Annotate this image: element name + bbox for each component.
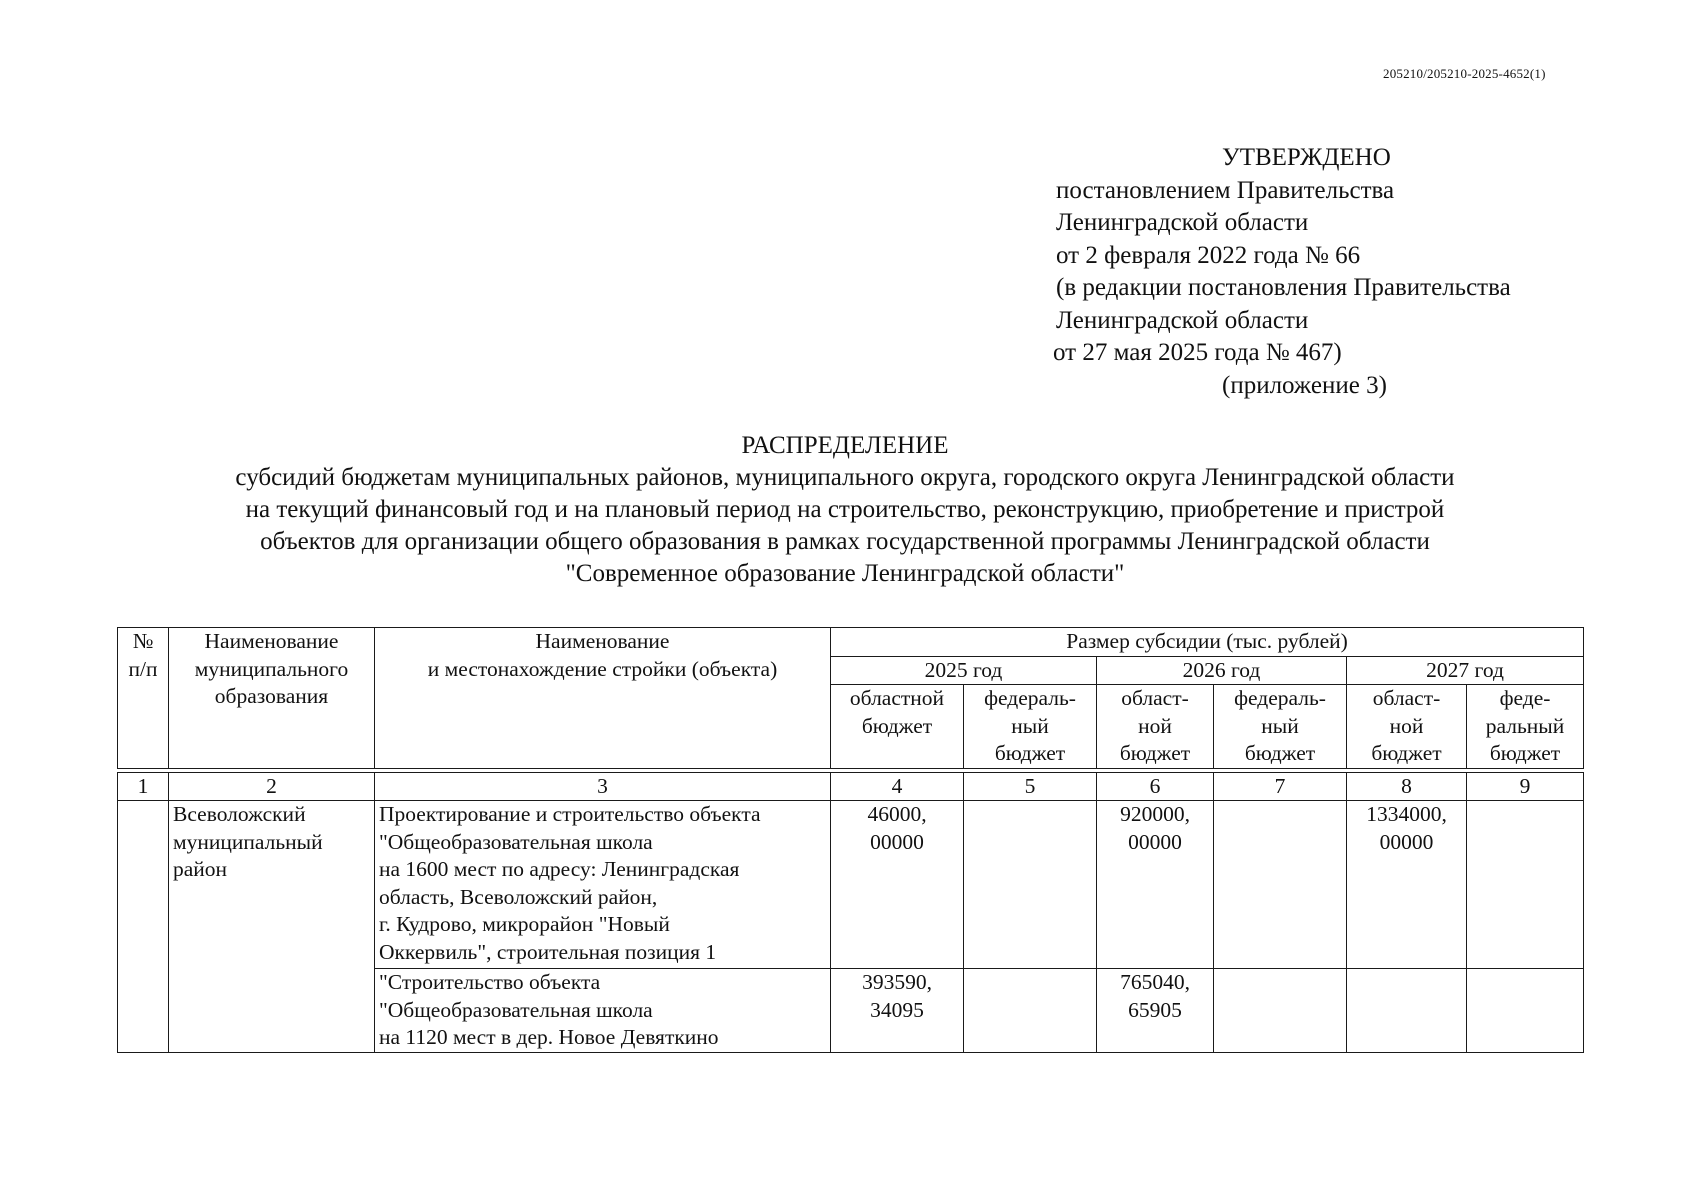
header-municipality: Наименование муниципального образования [169, 628, 375, 769]
document-subtitle-line: "Современное образование Ленинградской области" [565, 560, 1125, 587]
column-number-row [118, 772, 1584, 801]
appendix-label: (приложение 3) [1222, 371, 1387, 399]
subsidy-distribution-table [117, 627, 1584, 1053]
header-2026-federal: федераль- ный бюджет [1214, 685, 1347, 769]
approval-line: от 2 февраля 2022 года № 66 [1056, 241, 1361, 269]
header-2027-federal: феде- ральный бюджет [1467, 685, 1584, 769]
column-number: 9 [1467, 772, 1584, 801]
value-2025-federal [964, 801, 1097, 969]
header-subsidy: Размер субсидии (тыс. рублей) [831, 628, 1584, 657]
document-number: 205210/205210-2025-4652(1) [1383, 66, 1546, 81]
value-2025-federal [964, 969, 1097, 1053]
approval-line: Ленинградской области [1056, 306, 1309, 334]
header-year-2025: 2025 год [831, 656, 1097, 685]
value-2027-federal [1467, 801, 1584, 969]
value-2025-regional: 46000, 00000 [831, 801, 964, 969]
value-2027-federal [1467, 969, 1584, 1053]
value-2026-regional: 765040, 65905 [1097, 969, 1214, 1053]
column-number: 1 [118, 772, 169, 801]
object-cell: "Строительство объекта "Общеобразовательная школа на 1120 мест в дер. Новое Девяткино [375, 969, 831, 1053]
table-row [118, 801, 1584, 969]
row-no-cell [118, 801, 169, 1053]
object-cell: Проектирование и строительство объекта "Общеобразовательная школа на 1600 мест по адресу: Ленинградская область, Всеволожский район, г. Кудрово, микрорайон "Новый Оккервиль", строительная позиция 1 [375, 801, 831, 969]
value-2027-regional [1347, 969, 1467, 1053]
header-2027-regional: област- ной бюджет [1347, 685, 1467, 769]
value-2026-federal [1214, 801, 1347, 969]
document-subtitle-line: на текущий финансовый год и на плановый период на строительство, реконструкцию, приобретение и пристрой [245, 496, 1445, 523]
document-subtitle-line: субсидий бюджетам муниципальных районов, муниципального округа, городского округа Ленинградской области [235, 464, 1455, 491]
column-number: 6 [1097, 772, 1214, 801]
approval-block [1053, 142, 1576, 402]
header-year-2026: 2026 год [1097, 656, 1347, 685]
approval-line: Ленинградской области [1056, 209, 1309, 236]
column-number: 5 [964, 772, 1097, 801]
column-number: 7 [1214, 772, 1347, 801]
column-number: 8 [1347, 772, 1467, 801]
header-2026-regional: област- ной бюджет [1097, 685, 1214, 769]
header-row [118, 628, 1584, 657]
value-2026-federal [1214, 969, 1347, 1053]
header-no: № п/п [118, 628, 169, 769]
municipality-cell: Всеволожский муниципальный район [169, 801, 375, 1053]
header-object: Наименование и местонахождение стройки (объекта) [375, 628, 831, 769]
approval-line: (в редакции постановления Правительства [1056, 274, 1511, 301]
header-year-2027: 2027 год [1347, 656, 1584, 685]
column-number: 3 [375, 772, 831, 801]
value-2025-regional: 393590, 34095 [831, 969, 964, 1053]
approval-line: постановлением Правительства [1056, 176, 1395, 204]
value-2026-regional: 920000, 00000 [1097, 801, 1214, 969]
approved-heading: УТВЕРЖДЕНО [1222, 144, 1391, 171]
column-number: 2 [169, 772, 375, 801]
value-2027-regional: 1334000, 00000 [1347, 801, 1467, 969]
column-number: 4 [831, 772, 964, 801]
document-subtitle-line: объектов для организации общего образования в рамках государственной программы Ленинградской области [260, 528, 1430, 555]
document-title-block [0, 430, 1690, 590]
header-2025-regional: областной бюджет [831, 685, 964, 769]
approval-line: от 27 мая 2025 года № 467) [1053, 339, 1342, 366]
header-2025-federal: федераль- ный бюджет [964, 685, 1097, 769]
document-title: РАСПРЕДЕЛЕНИЕ [741, 432, 949, 459]
